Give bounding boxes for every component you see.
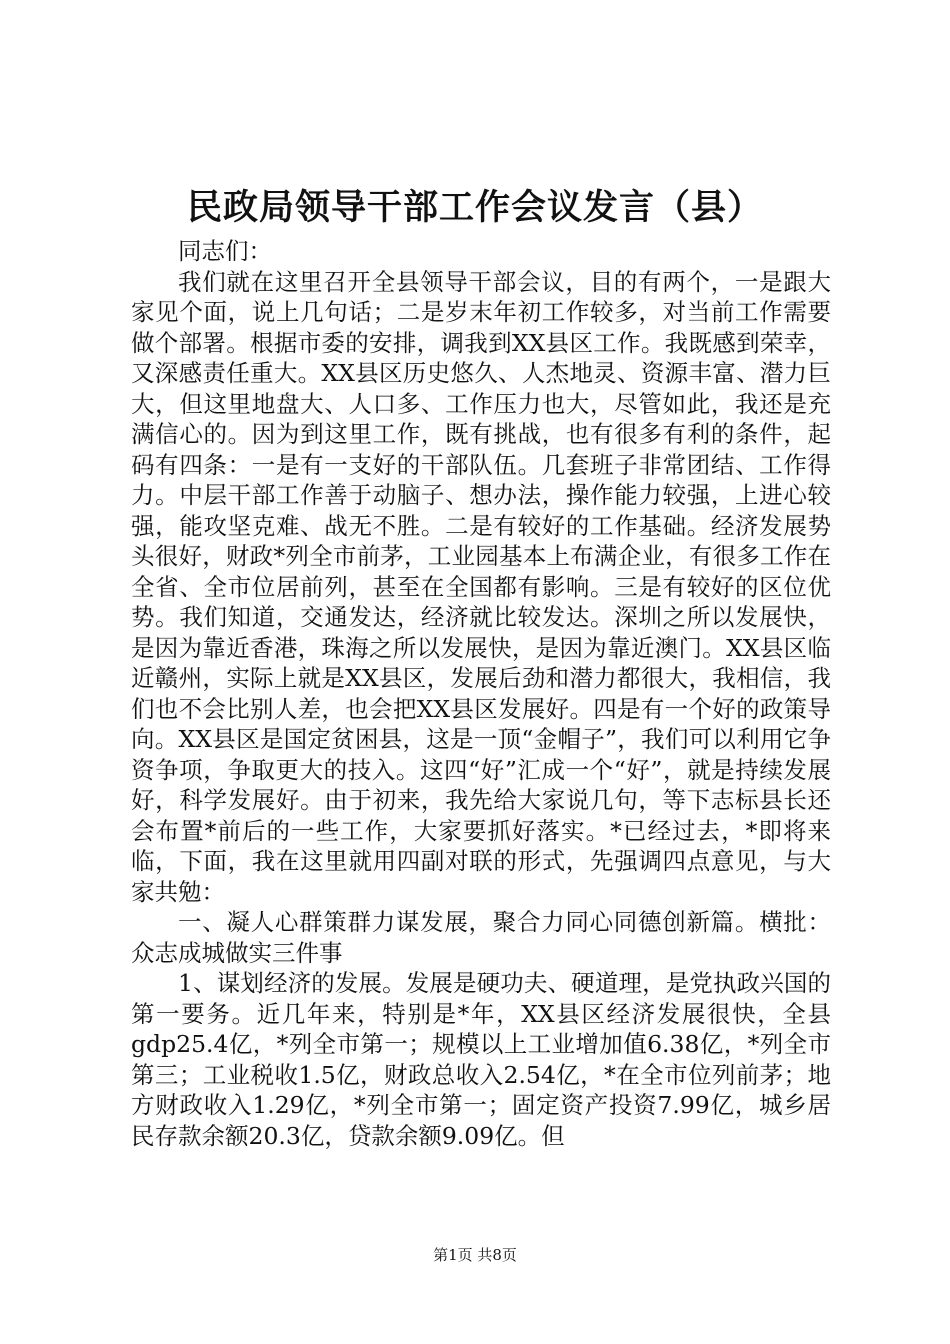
section-heading-paragraph: 一、凝人心群策群力谋发展，聚合力同心同德创新篇。横批：众志成城做实三件事 <box>131 908 831 967</box>
page-number-footer: 第1页 共8页 <box>433 1246 517 1264</box>
body-paragraph: 1、谋划经济的发展。发展是硬功夫、硬道理，是党执政兴国的第一要务。近几年来，特别是*年，XX县区经济发展很快，全县gdp25.4亿，*列全市第一；规模以上工业增加值6.38亿，*列全市第三；工业税收1.5亿，财政总收入2.54亿，*在全市位列前茅；地方财政收入1.29亿，*列全市第一；固定资产投资7.99亿，城乡居民存款余额20.3亿，贷款余额9.09亿。但 <box>131 969 831 1150</box>
salutation-paragraph: 同志们： <box>178 237 272 265</box>
body-paragraph: 我们就在这里召开全县领导干部会议，目的有两个，一是跟大家见个面，说上几句话；二是岁末年初工作较多，对当前工作需要做个部署。根据市委的安排，调我到XX县区工作。我既感到荣幸，又深感责任重大。XX县区历史悠久、人杰地灵、资源丰富、潜力巨大，但这里地盘大、人口多、工作压力也大，尽管如此，我还是充满信心的。因为到这里工作，既有挑战，也有很多有利的条件，起码有四条：一是有一支好的干部队伍。几套班子非常团结、工作得力。中层干部工作善于动脑子、想办法，操作能力较强，上进心较强，能攻坚克难、战无不胜。二是有较好的工作基础。经济发展势头很好，财政*列全市前茅，工业园基本上布满企业，有很多工作在全省、全市位居前列，甚至在全国都有影响。三是有较好的区位优势。我们知道，交通发达，经济就比较发达。深圳之所以发展快，是因为靠近香港，珠海之所以发展快，是因为靠近澳门。XX县区临近赣州，实际上就是XX县区，发展后劲和潜力都很大，我相信，我们也不会比别人差，也会把XX县区发展好。四是有一个好的政策导向。XX县区是国定贫困县，这是一顶“金帽子”，我们可以利用它争资争项，争取更大的技入。这四“好”汇成一个“好”，就是持续发展好，科学发展好。由于初来，我先给大家说几句，等下志标县长还会布置*前后的一些工作，大家要抓好落实。*已经过去，*即将来临，下面，我在这里就用四副对联的形式，先强调四点意见，与大家共勉： <box>131 267 831 906</box>
document-title: 民政局领导干部工作会议发言（县） <box>186 187 763 228</box>
document-body <box>131 236 831 1151</box>
